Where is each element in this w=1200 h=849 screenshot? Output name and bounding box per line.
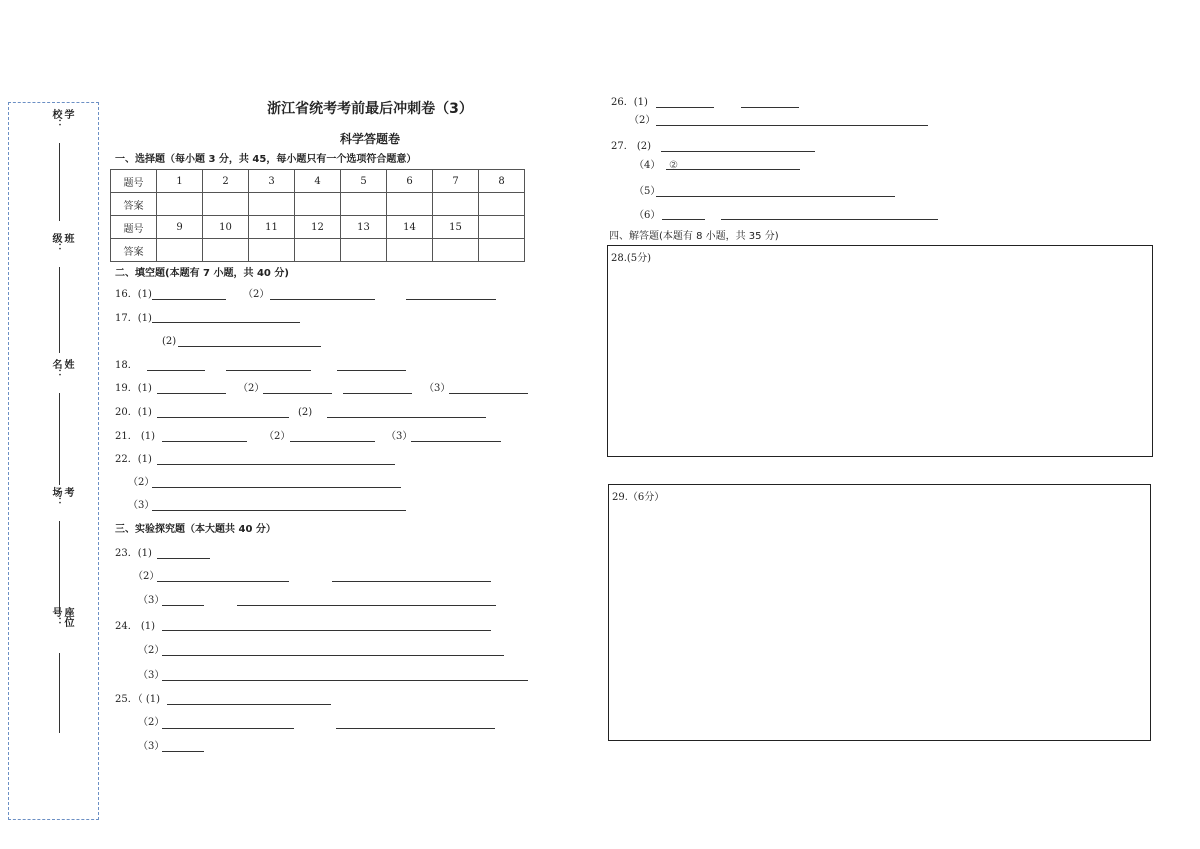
q24-2-label: （2）: [138, 645, 165, 656]
question-number: 10: [203, 216, 249, 239]
q22-2-blank[interactable]: [152, 487, 401, 488]
answer-cell[interactable]: [387, 239, 433, 262]
q18-1-blank[interactable]: [147, 370, 205, 371]
q21-label: 21． (1): [115, 431, 156, 442]
question-number: 13: [341, 216, 387, 239]
answer-cell[interactable]: [433, 193, 479, 216]
answer-cell[interactable]: [295, 193, 341, 216]
section3-heading: 三、实验探究题（本大题共 40 分）: [115, 524, 276, 535]
q20-label: 20．(1): [115, 407, 152, 418]
answer-cell[interactable]: [479, 239, 525, 262]
seat-blank[interactable]: [59, 653, 60, 733]
q27-6-blank[interactable]: [662, 219, 705, 220]
q21-1-blank[interactable]: [162, 441, 247, 442]
page-subtitle: 科学答题卷: [339, 132, 400, 146]
q24-label: 24． (1): [115, 621, 156, 632]
q27-4-label: （4）: [634, 160, 661, 171]
section4-heading: 四、解答题(本题有 8 小题，共 35 分): [609, 231, 779, 242]
answer-cell[interactable]: [203, 193, 249, 216]
row-label: 题号: [111, 216, 157, 239]
q27-2-blank[interactable]: [661, 151, 815, 152]
q20-2-blank[interactable]: [327, 417, 486, 418]
q16-1-blank[interactable]: [152, 299, 226, 300]
q27-4-circled-mark: ②: [669, 160, 678, 171]
section2-heading: 二、填空题(本题有 7 小题，共 40 分): [115, 268, 289, 279]
q16-3-blank[interactable]: [406, 299, 496, 300]
question-number: 4: [295, 170, 341, 193]
q19-4-blank[interactable]: [449, 393, 528, 394]
q25-label: 25．（ (1): [115, 694, 161, 705]
row-label: 题号: [111, 170, 157, 193]
answer-cell[interactable]: [341, 193, 387, 216]
question-number: 11: [249, 216, 295, 239]
choice-answer-table: [110, 169, 525, 262]
row-label: 答案: [111, 239, 157, 262]
section1-heading: 一、选择题（每小题 3 分，共 45，每小题只有一个选项符合题意）: [115, 154, 417, 165]
school-blank[interactable]: [59, 143, 60, 221]
q25-3-label: （3）: [138, 741, 165, 752]
question-number: 5: [341, 170, 387, 193]
table-row: [111, 193, 525, 216]
q26-2-label: （2）: [629, 115, 656, 126]
q27-7-blank[interactable]: [721, 219, 938, 220]
answer-cell[interactable]: [479, 193, 525, 216]
question-number: 1: [157, 170, 203, 193]
answer-cell[interactable]: [249, 193, 295, 216]
q22-3-label: （3）: [128, 500, 155, 511]
class-label: 班级：: [50, 233, 73, 253]
exam-room-label: 考场：: [50, 487, 73, 507]
answer-cell[interactable]: [157, 193, 203, 216]
q19-1-blank[interactable]: [157, 393, 226, 394]
q20-1-blank[interactable]: [157, 417, 289, 418]
exam-room-blank[interactable]: [59, 521, 60, 613]
question-number: 8: [479, 170, 525, 193]
q25-1-blank[interactable]: [167, 704, 331, 705]
answer-cell[interactable]: [387, 193, 433, 216]
q22-3-blank[interactable]: [152, 510, 406, 511]
q17-2-blank[interactable]: [178, 346, 321, 347]
q21-2-label: （2）: [264, 431, 291, 442]
name-label: 姓名：: [50, 359, 73, 379]
question-number: 6: [387, 170, 433, 193]
q24-2-blank[interactable]: [162, 655, 504, 656]
q27-5-label: （5）: [634, 186, 661, 197]
answer-cell[interactable]: [433, 239, 479, 262]
q25-2-blank[interactable]: [162, 728, 294, 729]
q28-label: 28.(5分): [611, 253, 652, 264]
question-number: [479, 216, 525, 239]
q21-3-blank[interactable]: [411, 441, 501, 442]
question-number: 9: [157, 216, 203, 239]
q16-2-label: （2）: [243, 289, 270, 300]
table-row: [111, 170, 525, 193]
q17-label: 17．(1): [115, 313, 152, 324]
q17-1-blank[interactable]: [152, 322, 300, 323]
answer-cell[interactable]: [157, 239, 203, 262]
q18-label: 18．: [115, 360, 138, 371]
q22-1-blank[interactable]: [157, 464, 395, 465]
q25-4-blank[interactable]: [162, 751, 204, 752]
q26-2-blank[interactable]: [741, 107, 799, 108]
q25-3-blank[interactable]: [336, 728, 495, 729]
q27-label: 27． (2): [611, 141, 652, 152]
q22-2-label: （2）: [128, 477, 155, 488]
q28-answer-box[interactable]: [607, 245, 1153, 457]
q16-2-blank[interactable]: [270, 299, 375, 300]
class-blank[interactable]: [59, 267, 60, 353]
page-title: 浙江省统考考前最后冲刺卷（3）: [267, 101, 473, 117]
answer-cell[interactable]: [249, 239, 295, 262]
q22-label: 22．(1): [115, 454, 152, 465]
q16-label: 16．(1): [115, 289, 152, 300]
school-label: 学校：: [50, 109, 73, 129]
q24-1-blank[interactable]: [162, 630, 491, 631]
q19-3-blank[interactable]: [343, 393, 412, 394]
q23-1-blank[interactable]: [157, 558, 210, 559]
q23-2-blank[interactable]: [157, 581, 289, 582]
q29-label: 29.（6分）: [612, 492, 665, 503]
q26-1-blank[interactable]: [656, 107, 714, 108]
q21-2-blank[interactable]: [290, 441, 375, 442]
q23-label: 23．(1): [115, 548, 152, 559]
question-number: 12: [295, 216, 341, 239]
q23-5-blank[interactable]: [237, 605, 496, 606]
q26-3-blank[interactable]: [656, 125, 928, 126]
q23-3-label: （3）: [138, 595, 165, 606]
table-row: [111, 216, 525, 239]
q29-answer-box[interactable]: [608, 484, 1151, 741]
answer-cell[interactable]: [341, 239, 387, 262]
q27-4-blank[interactable]: [666, 169, 800, 170]
table-row: [111, 239, 525, 262]
q19-label: 19．(1): [115, 383, 152, 394]
q23-2-label: （2）: [133, 571, 160, 582]
q25-2-label: （2）: [138, 717, 165, 728]
binding-strip: [8, 102, 99, 820]
q19-2-blank[interactable]: [263, 393, 332, 394]
question-number: 2: [203, 170, 249, 193]
name-blank[interactable]: [59, 393, 60, 485]
q18-3-blank[interactable]: [337, 370, 406, 371]
question-number: 7: [433, 170, 479, 193]
q18-2-blank[interactable]: [226, 370, 311, 371]
seat-label: 座位号：: [50, 607, 73, 627]
q19-2-label: （2）: [238, 383, 265, 394]
q26-label: 26．(1): [611, 97, 648, 108]
q24-3-blank[interactable]: [162, 680, 528, 681]
question-number: 14: [387, 216, 433, 239]
answer-cell[interactable]: [295, 239, 341, 262]
row-label: 答案: [111, 193, 157, 216]
q21-3-label: （3）: [386, 431, 413, 442]
q23-3-blank[interactable]: [332, 581, 491, 582]
q17-2-label: (2): [162, 336, 177, 347]
q19-3-label: （3）: [424, 383, 451, 394]
question-number: 3: [249, 170, 295, 193]
q27-6-label: （6）: [634, 210, 661, 221]
question-number: 15: [433, 216, 479, 239]
q23-4-blank[interactable]: [162, 605, 204, 606]
answer-cell[interactable]: [203, 239, 249, 262]
q20-2-label: (2): [298, 407, 313, 418]
q24-3-label: （3）: [138, 670, 165, 681]
q27-5-blank[interactable]: [656, 196, 895, 197]
